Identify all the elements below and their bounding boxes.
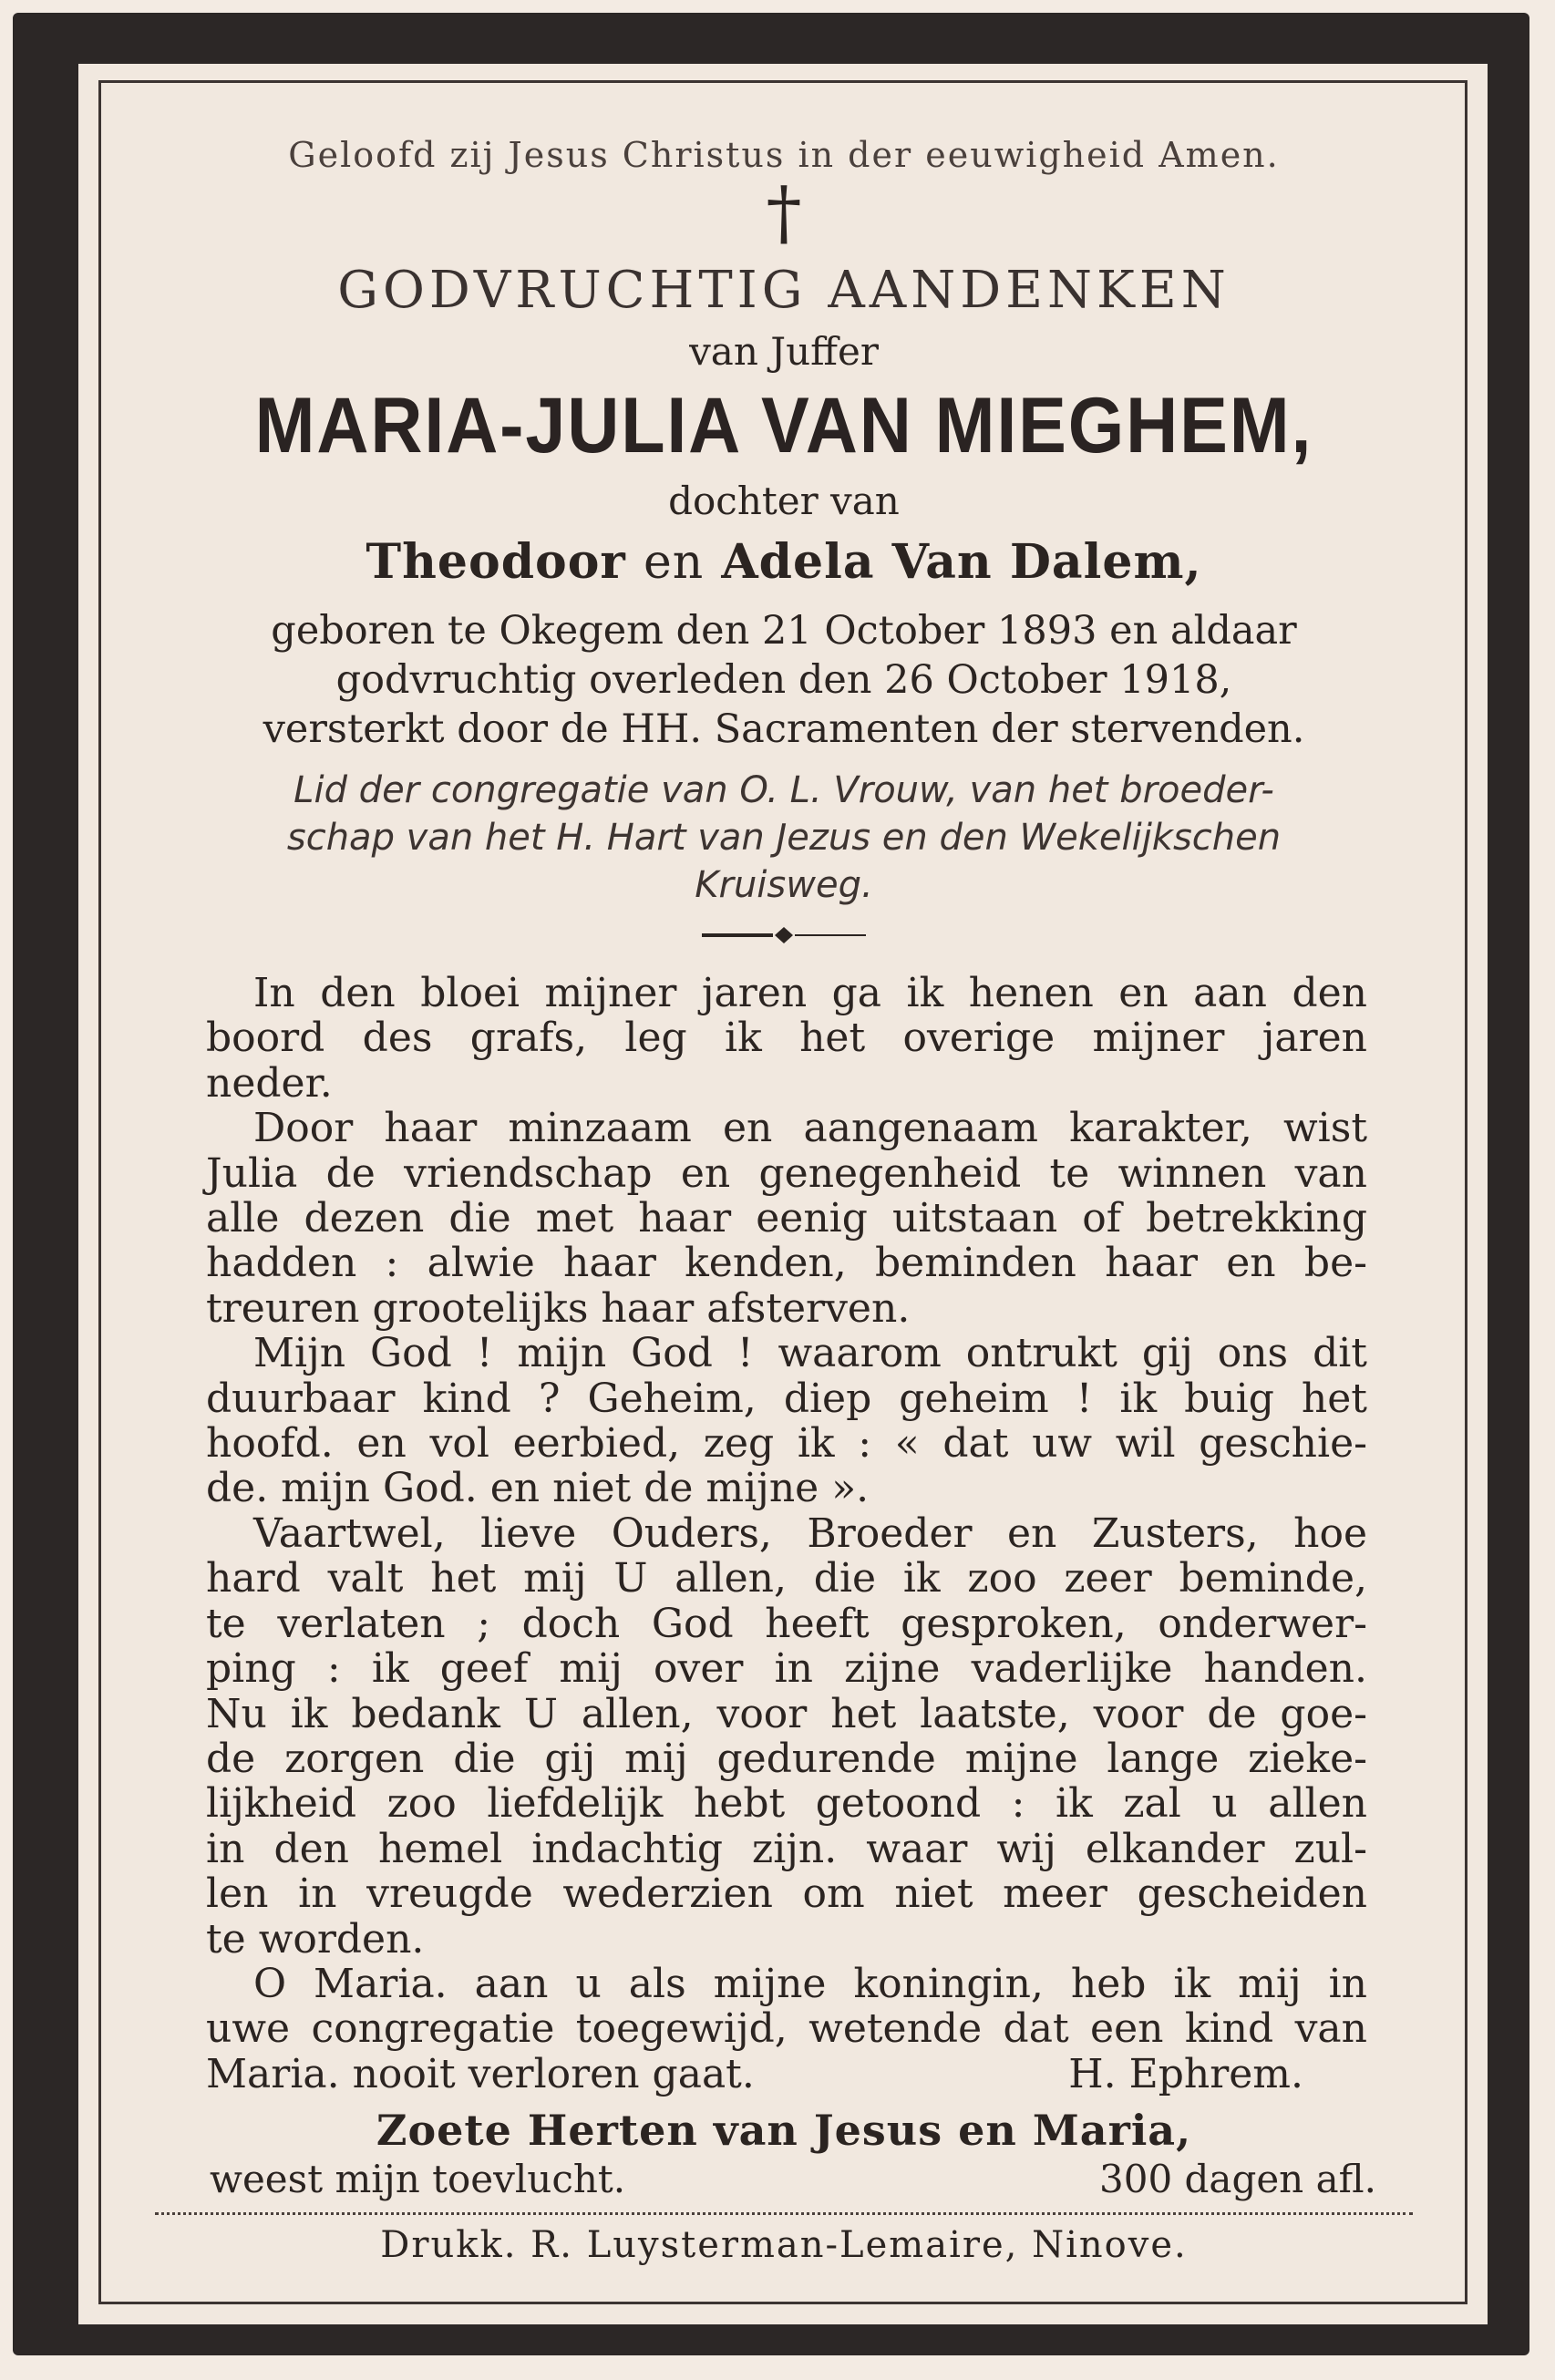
birth-death-details bbox=[182, 606, 1385, 754]
text-line: boord des grafs, leg ik het overige mijner jaren bbox=[206, 1015, 1367, 1062]
paragraph bbox=[206, 1511, 1367, 1962]
memorial-heading: GODVRUCHTIG AANDENKEN bbox=[337, 261, 1231, 320]
van-juffer-text: van Juffer bbox=[689, 329, 879, 374]
text-line: duurbaar kind ? Geheim, diep geheim ! ik buig het bbox=[206, 1375, 1367, 1422]
sacraments-line: versterkt door de HH. Sacramenten der stervenden. bbox=[263, 706, 1305, 752]
text-line: de zorgen die gij mij gedurende mijne lange ziekе- bbox=[206, 1735, 1367, 1782]
death-line: godvruchtig overleden den 26 October 1918, bbox=[335, 657, 1232, 703]
text-line: treuren grootelijks haar afsterven. bbox=[206, 1284, 911, 1332]
dotted-divider bbox=[155, 2212, 1413, 2215]
paragraph bbox=[206, 1331, 1367, 1511]
invocation-text: Geloofd zij Jesus Christus in der eeuwigheid Amen. bbox=[288, 135, 1280, 175]
text-line: hoofd. en vol eerbied, zeg ik : « dat uw wil geschie- bbox=[206, 1420, 1367, 1468]
text-line: uwe congregatie toegewijd, wetende dat een kind van bbox=[206, 2005, 1367, 2053]
text-line: Door haar minzaam en aangenaam karakter, wist bbox=[253, 1105, 1367, 1152]
paragraph bbox=[206, 1106, 1367, 1331]
text-line: hard valt het mij U allen, die ik zoo zeer beminde, bbox=[206, 1555, 1367, 1602]
ephrem-attribution: H. Ephrem. bbox=[1068, 2050, 1303, 2097]
text-line: ping : ik geef mij over in zijne vaderlijke handen. bbox=[206, 1645, 1367, 1693]
ornament-divider bbox=[182, 922, 1385, 949]
ephrem-line bbox=[206, 2052, 1367, 2097]
text-line: alle dezen die met haar eenig uitstaan of betrekking bbox=[206, 1195, 1367, 1242]
dochter-van-text: dochter van bbox=[668, 479, 900, 523]
text-line: O Maria. aan u als mijne koningin, heb ik mij in bbox=[253, 1960, 1367, 2007]
card-content bbox=[182, 118, 1385, 2266]
text-line: in den hemel indachtig zijn. waar wij elkander zul- bbox=[206, 1825, 1367, 1872]
paragraph bbox=[206, 1962, 1367, 2097]
prayer-heading: Zoete Herten van Jesus en Maria, bbox=[376, 2106, 1192, 2156]
text-line: de. mijn God. en niet de mijne ». bbox=[206, 1465, 870, 1512]
text-line: te verlaten ; doch God heeft gesproken, onderwer- bbox=[206, 1600, 1367, 1647]
text-line: Mijn God ! mijn God ! waarom ontrukt gij ons dit bbox=[253, 1330, 1367, 1377]
parents-names bbox=[182, 534, 1385, 590]
congregation-line: schap van het H. Hart van Jezus en den Wekelijkschen bbox=[286, 817, 1282, 859]
ephrem-text: Maria. nooit verloren gaat. bbox=[206, 2050, 755, 2097]
mother-name: Adela Van Dalem, bbox=[721, 534, 1202, 590]
indulgence-text: 300 dagen afl. bbox=[1099, 2157, 1376, 2202]
text-line: In den bloei mijner jaren ga ik henen en aan den bbox=[253, 970, 1367, 1016]
text-line: neder. bbox=[206, 1059, 333, 1107]
memorial-text bbox=[182, 971, 1385, 2097]
text-line: lijkheid zoo liefdelijk hebt getoond : ik zal u allen bbox=[206, 1780, 1367, 1828]
text-line: hadden : alwie haar kenden, beminden haar en be- bbox=[206, 1240, 1367, 1287]
text-line: len in vreugde wederzien om niet meer gescheiden bbox=[206, 1870, 1367, 1918]
text-line: Nu ik bedank U allen, voor het laatste, voor de goe- bbox=[206, 1690, 1367, 1737]
deceased-name: MARIA-JULIA VAN MIEGHEM, bbox=[254, 382, 1313, 469]
congregation-line: Lid der congregatie van O. L. Vrouw, van het broeder- bbox=[293, 769, 1274, 811]
ornament-icon bbox=[702, 924, 866, 946]
refuge-line bbox=[182, 2157, 1385, 2201]
parents-conjunction: en bbox=[643, 535, 705, 590]
text-line: te worden. bbox=[206, 1915, 425, 1963]
text-line: Julia de vriendschap en genegenheid te winnen van bbox=[206, 1149, 1367, 1197]
cross-icon: † bbox=[766, 172, 802, 254]
printer-credit: Drukk. R. Luysterman-Lemaire, Ninove. bbox=[380, 2224, 1188, 2267]
paragraph bbox=[206, 971, 1367, 1106]
congregation-membership bbox=[182, 767, 1385, 909]
text-line: Vaartwel, lieve Ouders, Broeder en Zusters, hoe bbox=[253, 1509, 1367, 1557]
father-name: Theodoor bbox=[366, 534, 626, 590]
congregation-line: Kruisweg. bbox=[695, 864, 873, 906]
birth-line: geboren te Okegem den 21 October 1893 en aldaar bbox=[271, 608, 1297, 654]
refuge-text: weest mijn toevlucht. bbox=[210, 2157, 626, 2202]
